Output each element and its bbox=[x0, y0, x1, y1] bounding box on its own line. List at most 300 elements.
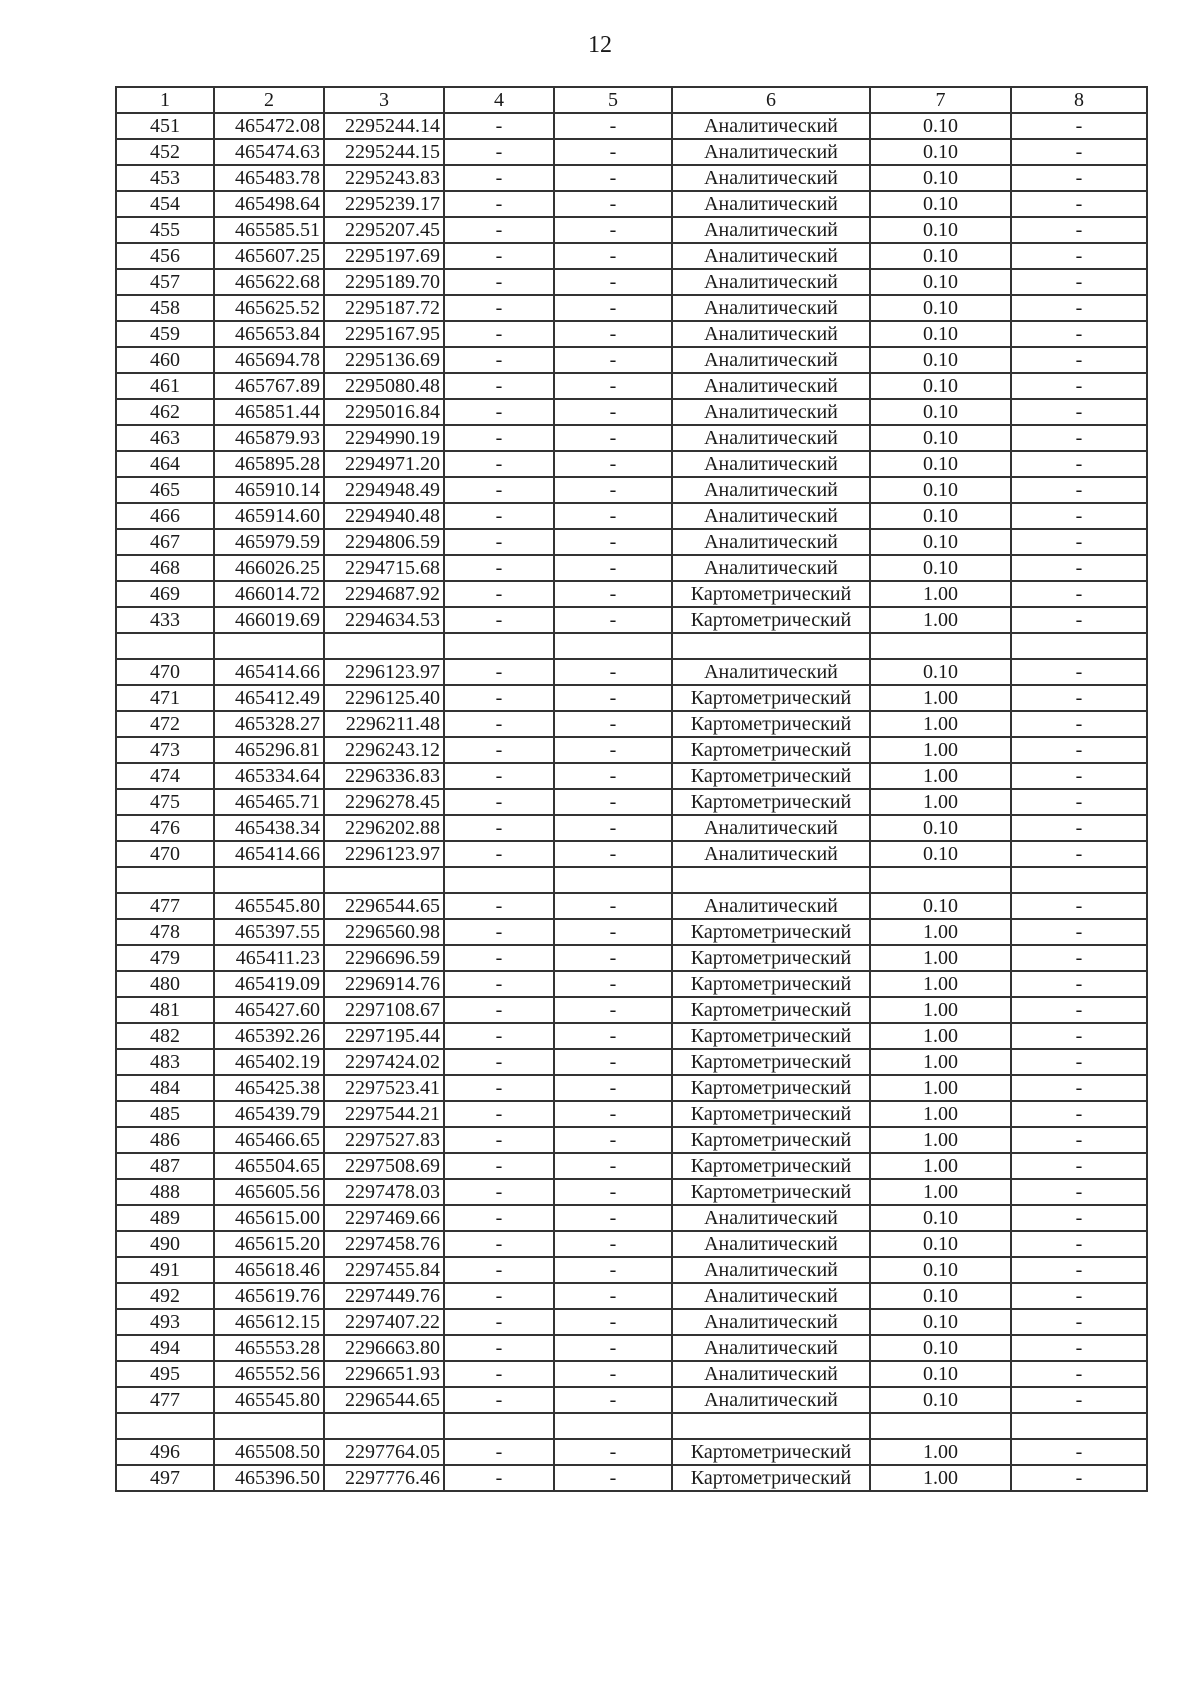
method-cell: Аналитический bbox=[672, 399, 870, 425]
method-cell: Аналитический bbox=[672, 347, 870, 373]
y-coordinate-cell: 2296211.48 bbox=[324, 711, 444, 737]
point-number-cell: 456 bbox=[116, 243, 214, 269]
table-row bbox=[116, 1127, 1147, 1153]
point-number-cell: 473 bbox=[116, 737, 214, 763]
column-header: 4 bbox=[444, 87, 554, 113]
column-4-cell: - bbox=[444, 1335, 554, 1361]
y-coordinate-cell bbox=[324, 867, 444, 893]
point-number-cell: 463 bbox=[116, 425, 214, 451]
x-coordinate-cell: 465622.68 bbox=[214, 269, 324, 295]
column-5-cell: - bbox=[554, 971, 672, 997]
column-5-cell: - bbox=[554, 321, 672, 347]
column-5-cell: - bbox=[554, 1049, 672, 1075]
column-8-cell: - bbox=[1011, 945, 1147, 971]
column-8-cell: - bbox=[1011, 269, 1147, 295]
x-coordinate-cell: 465618.46 bbox=[214, 1257, 324, 1283]
y-coordinate-cell: 2294948.49 bbox=[324, 477, 444, 503]
method-cell: Картометрический bbox=[672, 945, 870, 971]
y-coordinate-cell: 2297424.02 bbox=[324, 1049, 444, 1075]
column-5-cell: - bbox=[554, 1361, 672, 1387]
accuracy-cell: 1.00 bbox=[870, 1127, 1011, 1153]
method-cell: Картометрический bbox=[672, 685, 870, 711]
table-row bbox=[116, 789, 1147, 815]
column-5-cell bbox=[554, 1413, 672, 1439]
table-row bbox=[116, 945, 1147, 971]
table-row bbox=[116, 139, 1147, 165]
x-coordinate-cell: 465979.59 bbox=[214, 529, 324, 555]
y-coordinate-cell: 2297776.46 bbox=[324, 1465, 444, 1491]
column-5-cell: - bbox=[554, 919, 672, 945]
x-coordinate-cell: 465296.81 bbox=[214, 737, 324, 763]
x-coordinate-cell: 465508.50 bbox=[214, 1439, 324, 1465]
x-coordinate-cell: 465612.15 bbox=[214, 1309, 324, 1335]
column-4-cell: - bbox=[444, 373, 554, 399]
column-8-cell: - bbox=[1011, 1361, 1147, 1387]
column-header: 8 bbox=[1011, 87, 1147, 113]
point-number-cell: 475 bbox=[116, 789, 214, 815]
accuracy-cell: 0.10 bbox=[870, 321, 1011, 347]
method-cell: Аналитический bbox=[672, 815, 870, 841]
accuracy-cell: 0.10 bbox=[870, 217, 1011, 243]
column-8-cell bbox=[1011, 1413, 1147, 1439]
method-cell: Картометрический bbox=[672, 1153, 870, 1179]
column-5-cell: - bbox=[554, 1023, 672, 1049]
accuracy-cell: 0.10 bbox=[870, 1387, 1011, 1413]
column-5-cell: - bbox=[554, 737, 672, 763]
method-cell: Картометрический bbox=[672, 997, 870, 1023]
method-cell bbox=[672, 1413, 870, 1439]
column-5-cell: - bbox=[554, 1231, 672, 1257]
method-cell: Картометрический bbox=[672, 1179, 870, 1205]
method-cell: Аналитический bbox=[672, 555, 870, 581]
column-8-cell: - bbox=[1011, 659, 1147, 685]
accuracy-cell: 1.00 bbox=[870, 997, 1011, 1023]
x-coordinate-cell: 465553.28 bbox=[214, 1335, 324, 1361]
method-cell: Аналитический bbox=[672, 139, 870, 165]
accuracy-cell: 1.00 bbox=[870, 789, 1011, 815]
point-number-cell: 495 bbox=[116, 1361, 214, 1387]
accuracy-cell: 1.00 bbox=[870, 1101, 1011, 1127]
column-8-cell: - bbox=[1011, 815, 1147, 841]
table-row bbox=[116, 1101, 1147, 1127]
column-5-cell: - bbox=[554, 529, 672, 555]
point-number-cell bbox=[116, 1413, 214, 1439]
method-cell: Картометрический bbox=[672, 711, 870, 737]
x-coordinate-cell: 465504.65 bbox=[214, 1153, 324, 1179]
x-coordinate-cell: 465465.71 bbox=[214, 789, 324, 815]
method-cell: Аналитический bbox=[672, 425, 870, 451]
column-8-cell: - bbox=[1011, 399, 1147, 425]
y-coordinate-cell: 2296243.12 bbox=[324, 737, 444, 763]
point-number-cell: 451 bbox=[116, 113, 214, 139]
method-cell: Картометрический bbox=[672, 1127, 870, 1153]
accuracy-cell: 0.10 bbox=[870, 373, 1011, 399]
method-cell: Аналитический bbox=[672, 893, 870, 919]
column-4-cell: - bbox=[444, 1127, 554, 1153]
header-row bbox=[116, 87, 1147, 113]
x-coordinate-cell: 465895.28 bbox=[214, 451, 324, 477]
column-5-cell: - bbox=[554, 191, 672, 217]
table-row bbox=[116, 243, 1147, 269]
column-4-cell: - bbox=[444, 217, 554, 243]
point-number-cell: 492 bbox=[116, 1283, 214, 1309]
point-number-cell: 479 bbox=[116, 945, 214, 971]
method-cell: Картометрический bbox=[672, 919, 870, 945]
y-coordinate-cell: 2297458.76 bbox=[324, 1231, 444, 1257]
table-row bbox=[116, 1179, 1147, 1205]
accuracy-cell: 1.00 bbox=[870, 1049, 1011, 1075]
column-8-cell: - bbox=[1011, 919, 1147, 945]
y-coordinate-cell: 2296123.97 bbox=[324, 659, 444, 685]
point-number-cell: 465 bbox=[116, 477, 214, 503]
column-5-cell bbox=[554, 867, 672, 893]
y-coordinate-cell: 2297449.76 bbox=[324, 1283, 444, 1309]
y-coordinate-cell: 2297544.21 bbox=[324, 1101, 444, 1127]
point-number-cell: 483 bbox=[116, 1049, 214, 1075]
column-5-cell: - bbox=[554, 555, 672, 581]
column-5-cell: - bbox=[554, 685, 672, 711]
accuracy-cell: 1.00 bbox=[870, 711, 1011, 737]
y-coordinate-cell: 2295239.17 bbox=[324, 191, 444, 217]
y-coordinate-cell: 2296651.93 bbox=[324, 1361, 444, 1387]
column-header: 3 bbox=[324, 87, 444, 113]
method-cell: Аналитический bbox=[672, 217, 870, 243]
method-cell: Аналитический bbox=[672, 1361, 870, 1387]
column-4-cell: - bbox=[444, 1101, 554, 1127]
column-8-cell: - bbox=[1011, 217, 1147, 243]
point-number-cell: 452 bbox=[116, 139, 214, 165]
point-number-cell: 494 bbox=[116, 1335, 214, 1361]
table-row bbox=[116, 815, 1147, 841]
column-5-cell: - bbox=[554, 945, 672, 971]
point-number-cell: 462 bbox=[116, 399, 214, 425]
x-coordinate-cell: 465411.23 bbox=[214, 945, 324, 971]
column-5-cell: - bbox=[554, 893, 672, 919]
point-number-cell: 485 bbox=[116, 1101, 214, 1127]
column-8-cell: - bbox=[1011, 1335, 1147, 1361]
table-row bbox=[116, 659, 1147, 685]
point-number-cell: 489 bbox=[116, 1205, 214, 1231]
column-8-cell: - bbox=[1011, 685, 1147, 711]
accuracy-cell: 0.10 bbox=[870, 503, 1011, 529]
table-row bbox=[116, 347, 1147, 373]
accuracy-cell: 0.10 bbox=[870, 113, 1011, 139]
method-cell: Аналитический bbox=[672, 1257, 870, 1283]
column-8-cell: - bbox=[1011, 425, 1147, 451]
column-4-cell: - bbox=[444, 113, 554, 139]
x-coordinate-cell bbox=[214, 1413, 324, 1439]
method-cell: Аналитический bbox=[672, 1205, 870, 1231]
column-5-cell: - bbox=[554, 1283, 672, 1309]
method-cell: Картометрический bbox=[672, 1439, 870, 1465]
column-8-cell: - bbox=[1011, 373, 1147, 399]
y-coordinate-cell: 2296336.83 bbox=[324, 763, 444, 789]
x-coordinate-cell: 465851.44 bbox=[214, 399, 324, 425]
column-5-cell: - bbox=[554, 399, 672, 425]
table-body bbox=[116, 113, 1147, 1491]
table-row bbox=[116, 581, 1147, 607]
accuracy-cell: 0.10 bbox=[870, 529, 1011, 555]
column-8-cell: - bbox=[1011, 139, 1147, 165]
column-4-cell: - bbox=[444, 815, 554, 841]
method-cell: Картометрический bbox=[672, 1075, 870, 1101]
y-coordinate-cell: 2296560.98 bbox=[324, 919, 444, 945]
column-4-cell: - bbox=[444, 243, 554, 269]
point-number-cell: 482 bbox=[116, 1023, 214, 1049]
table-row bbox=[116, 477, 1147, 503]
accuracy-cell: 1.00 bbox=[870, 763, 1011, 789]
column-4-cell: - bbox=[444, 503, 554, 529]
x-coordinate-cell: 466026.25 bbox=[214, 555, 324, 581]
x-coordinate-cell: 465585.51 bbox=[214, 217, 324, 243]
y-coordinate-cell: 2295187.72 bbox=[324, 295, 444, 321]
column-4-cell: - bbox=[444, 919, 554, 945]
column-header: 2 bbox=[214, 87, 324, 113]
column-8-cell: - bbox=[1011, 347, 1147, 373]
x-coordinate-cell: 465607.25 bbox=[214, 243, 324, 269]
point-number-cell: 457 bbox=[116, 269, 214, 295]
x-coordinate-cell: 465392.26 bbox=[214, 1023, 324, 1049]
column-4-cell: - bbox=[444, 1361, 554, 1387]
column-4-cell: - bbox=[444, 139, 554, 165]
table-row bbox=[116, 503, 1147, 529]
column-8-cell: - bbox=[1011, 1309, 1147, 1335]
column-5-cell: - bbox=[554, 295, 672, 321]
point-number-cell: 477 bbox=[116, 893, 214, 919]
x-coordinate-cell: 465545.80 bbox=[214, 893, 324, 919]
column-5-cell bbox=[554, 633, 672, 659]
column-5-cell: - bbox=[554, 1257, 672, 1283]
column-4-cell: - bbox=[444, 1283, 554, 1309]
y-coordinate-cell: 2296663.80 bbox=[324, 1335, 444, 1361]
x-coordinate-cell: 465625.52 bbox=[214, 295, 324, 321]
point-number-cell: 458 bbox=[116, 295, 214, 321]
method-cell: Картометрический bbox=[672, 1023, 870, 1049]
accuracy-cell: 0.10 bbox=[870, 269, 1011, 295]
column-4-cell bbox=[444, 1413, 554, 1439]
column-8-cell bbox=[1011, 867, 1147, 893]
separator-row bbox=[116, 867, 1147, 893]
column-5-cell: - bbox=[554, 607, 672, 633]
accuracy-cell: 1.00 bbox=[870, 1153, 1011, 1179]
method-cell: Картометрический bbox=[672, 1101, 870, 1127]
y-coordinate-cell: 2295243.83 bbox=[324, 165, 444, 191]
column-5-cell: - bbox=[554, 139, 672, 165]
column-header: 6 bbox=[672, 87, 870, 113]
y-coordinate-cell: 2296914.76 bbox=[324, 971, 444, 997]
method-cell: Аналитический bbox=[672, 165, 870, 191]
accuracy-cell: 0.10 bbox=[870, 295, 1011, 321]
column-4-cell: - bbox=[444, 685, 554, 711]
table-row bbox=[116, 425, 1147, 451]
method-cell: Аналитический bbox=[672, 243, 870, 269]
column-4-cell: - bbox=[444, 347, 554, 373]
column-4-cell: - bbox=[444, 191, 554, 217]
point-number-cell: 433 bbox=[116, 607, 214, 633]
column-header: 1 bbox=[116, 87, 214, 113]
column-4-cell: - bbox=[444, 1179, 554, 1205]
method-cell: Картометрический bbox=[672, 1049, 870, 1075]
x-coordinate-cell: 465438.34 bbox=[214, 815, 324, 841]
column-4-cell: - bbox=[444, 763, 554, 789]
column-8-cell: - bbox=[1011, 295, 1147, 321]
point-number-cell: 474 bbox=[116, 763, 214, 789]
column-4-cell: - bbox=[444, 997, 554, 1023]
y-coordinate-cell: 2295136.69 bbox=[324, 347, 444, 373]
accuracy-cell: 0.10 bbox=[870, 893, 1011, 919]
method-cell: Аналитический bbox=[672, 269, 870, 295]
accuracy-cell bbox=[870, 633, 1011, 659]
column-8-cell: - bbox=[1011, 477, 1147, 503]
y-coordinate-cell: 2295197.69 bbox=[324, 243, 444, 269]
x-coordinate-cell: 465396.50 bbox=[214, 1465, 324, 1491]
x-coordinate-cell: 465414.66 bbox=[214, 841, 324, 867]
point-number-cell: 478 bbox=[116, 919, 214, 945]
x-coordinate-cell: 465427.60 bbox=[214, 997, 324, 1023]
column-8-cell: - bbox=[1011, 1023, 1147, 1049]
table-row bbox=[116, 737, 1147, 763]
y-coordinate-cell: 2296123.97 bbox=[324, 841, 444, 867]
column-8-cell: - bbox=[1011, 789, 1147, 815]
accuracy-cell: 0.10 bbox=[870, 1309, 1011, 1335]
method-cell: Картометрический bbox=[672, 789, 870, 815]
column-4-cell: - bbox=[444, 1049, 554, 1075]
x-coordinate-cell: 465483.78 bbox=[214, 165, 324, 191]
method-cell bbox=[672, 867, 870, 893]
y-coordinate-cell bbox=[324, 633, 444, 659]
column-8-cell bbox=[1011, 633, 1147, 659]
x-coordinate-cell: 465419.09 bbox=[214, 971, 324, 997]
table-row bbox=[116, 373, 1147, 399]
y-coordinate-cell: 2294971.20 bbox=[324, 451, 444, 477]
column-8-cell: - bbox=[1011, 113, 1147, 139]
accuracy-cell: 1.00 bbox=[870, 607, 1011, 633]
column-5-cell: - bbox=[554, 1127, 672, 1153]
column-8-cell: - bbox=[1011, 451, 1147, 477]
table-row bbox=[116, 295, 1147, 321]
column-4-cell: - bbox=[444, 1075, 554, 1101]
column-8-cell: - bbox=[1011, 1283, 1147, 1309]
point-number-cell: 486 bbox=[116, 1127, 214, 1153]
column-8-cell: - bbox=[1011, 1127, 1147, 1153]
y-coordinate-cell: 2296125.40 bbox=[324, 685, 444, 711]
column-4-cell bbox=[444, 633, 554, 659]
y-coordinate-cell: 2294806.59 bbox=[324, 529, 444, 555]
table-row bbox=[116, 1153, 1147, 1179]
column-5-cell: - bbox=[554, 113, 672, 139]
column-5-cell: - bbox=[554, 1465, 672, 1491]
column-8-cell: - bbox=[1011, 321, 1147, 347]
column-8-cell: - bbox=[1011, 1387, 1147, 1413]
x-coordinate-cell: 465605.56 bbox=[214, 1179, 324, 1205]
column-8-cell: - bbox=[1011, 997, 1147, 1023]
column-4-cell: - bbox=[444, 425, 554, 451]
method-cell: Аналитический bbox=[672, 1283, 870, 1309]
point-number-cell: 491 bbox=[116, 1257, 214, 1283]
method-cell: Картометрический bbox=[672, 607, 870, 633]
y-coordinate-cell: 2295244.14 bbox=[324, 113, 444, 139]
separator-row bbox=[116, 1413, 1147, 1439]
accuracy-cell: 0.10 bbox=[870, 1335, 1011, 1361]
column-4-cell: - bbox=[444, 1439, 554, 1465]
column-5-cell: - bbox=[554, 1101, 672, 1127]
y-coordinate-cell: 2295244.15 bbox=[324, 139, 444, 165]
column-8-cell: - bbox=[1011, 711, 1147, 737]
page-number: 12 bbox=[588, 32, 612, 58]
column-4-cell bbox=[444, 867, 554, 893]
column-5-cell: - bbox=[554, 1179, 672, 1205]
y-coordinate-cell: 2294715.68 bbox=[324, 555, 444, 581]
y-coordinate-cell: 2297108.67 bbox=[324, 997, 444, 1023]
column-8-cell: - bbox=[1011, 893, 1147, 919]
accuracy-cell bbox=[870, 1413, 1011, 1439]
point-number-cell: 481 bbox=[116, 997, 214, 1023]
column-4-cell: - bbox=[444, 1153, 554, 1179]
accuracy-cell: 0.10 bbox=[870, 191, 1011, 217]
column-8-cell: - bbox=[1011, 1153, 1147, 1179]
x-coordinate-cell: 465879.93 bbox=[214, 425, 324, 451]
method-cell: Аналитический bbox=[672, 503, 870, 529]
accuracy-cell: 0.10 bbox=[870, 425, 1011, 451]
point-number-cell: 464 bbox=[116, 451, 214, 477]
column-4-cell: - bbox=[444, 607, 554, 633]
table-row bbox=[116, 841, 1147, 867]
accuracy-cell: 0.10 bbox=[870, 243, 1011, 269]
method-cell: Картометрический bbox=[672, 763, 870, 789]
column-5-cell: - bbox=[554, 1387, 672, 1413]
x-coordinate-cell: 465425.38 bbox=[214, 1075, 324, 1101]
column-8-cell: - bbox=[1011, 971, 1147, 997]
table-row bbox=[116, 1283, 1147, 1309]
x-coordinate-cell: 465914.60 bbox=[214, 503, 324, 529]
accuracy-cell: 1.00 bbox=[870, 1465, 1011, 1491]
y-coordinate-cell: 2294687.92 bbox=[324, 581, 444, 607]
table-row bbox=[116, 1439, 1147, 1465]
x-coordinate-cell: 466019.69 bbox=[214, 607, 324, 633]
point-number-cell: 484 bbox=[116, 1075, 214, 1101]
table-row bbox=[116, 1465, 1147, 1491]
method-cell: Картометрический bbox=[672, 737, 870, 763]
column-8-cell: - bbox=[1011, 555, 1147, 581]
column-5-cell: - bbox=[554, 165, 672, 191]
column-8-cell: - bbox=[1011, 737, 1147, 763]
column-4-cell: - bbox=[444, 1257, 554, 1283]
column-4-cell: - bbox=[444, 1205, 554, 1231]
accuracy-cell: 0.10 bbox=[870, 1257, 1011, 1283]
column-8-cell: - bbox=[1011, 503, 1147, 529]
y-coordinate-cell: 2297527.83 bbox=[324, 1127, 444, 1153]
table-row bbox=[116, 1023, 1147, 1049]
accuracy-cell: 1.00 bbox=[870, 1179, 1011, 1205]
column-5-cell: - bbox=[554, 451, 672, 477]
method-cell: Аналитический bbox=[672, 191, 870, 217]
x-coordinate-cell: 465694.78 bbox=[214, 347, 324, 373]
point-number-cell: 459 bbox=[116, 321, 214, 347]
point-number-cell: 453 bbox=[116, 165, 214, 191]
column-5-cell: - bbox=[554, 711, 672, 737]
column-5-cell: - bbox=[554, 1309, 672, 1335]
method-cell: Аналитический bbox=[672, 113, 870, 139]
x-coordinate-cell bbox=[214, 633, 324, 659]
accuracy-cell: 1.00 bbox=[870, 685, 1011, 711]
y-coordinate-cell: 2297508.69 bbox=[324, 1153, 444, 1179]
point-number-cell: 477 bbox=[116, 1387, 214, 1413]
column-4-cell: - bbox=[444, 1023, 554, 1049]
accuracy-cell: 0.10 bbox=[870, 1205, 1011, 1231]
coordinates-table bbox=[115, 86, 1148, 1492]
accuracy-cell: 1.00 bbox=[870, 945, 1011, 971]
column-8-cell: - bbox=[1011, 1179, 1147, 1205]
